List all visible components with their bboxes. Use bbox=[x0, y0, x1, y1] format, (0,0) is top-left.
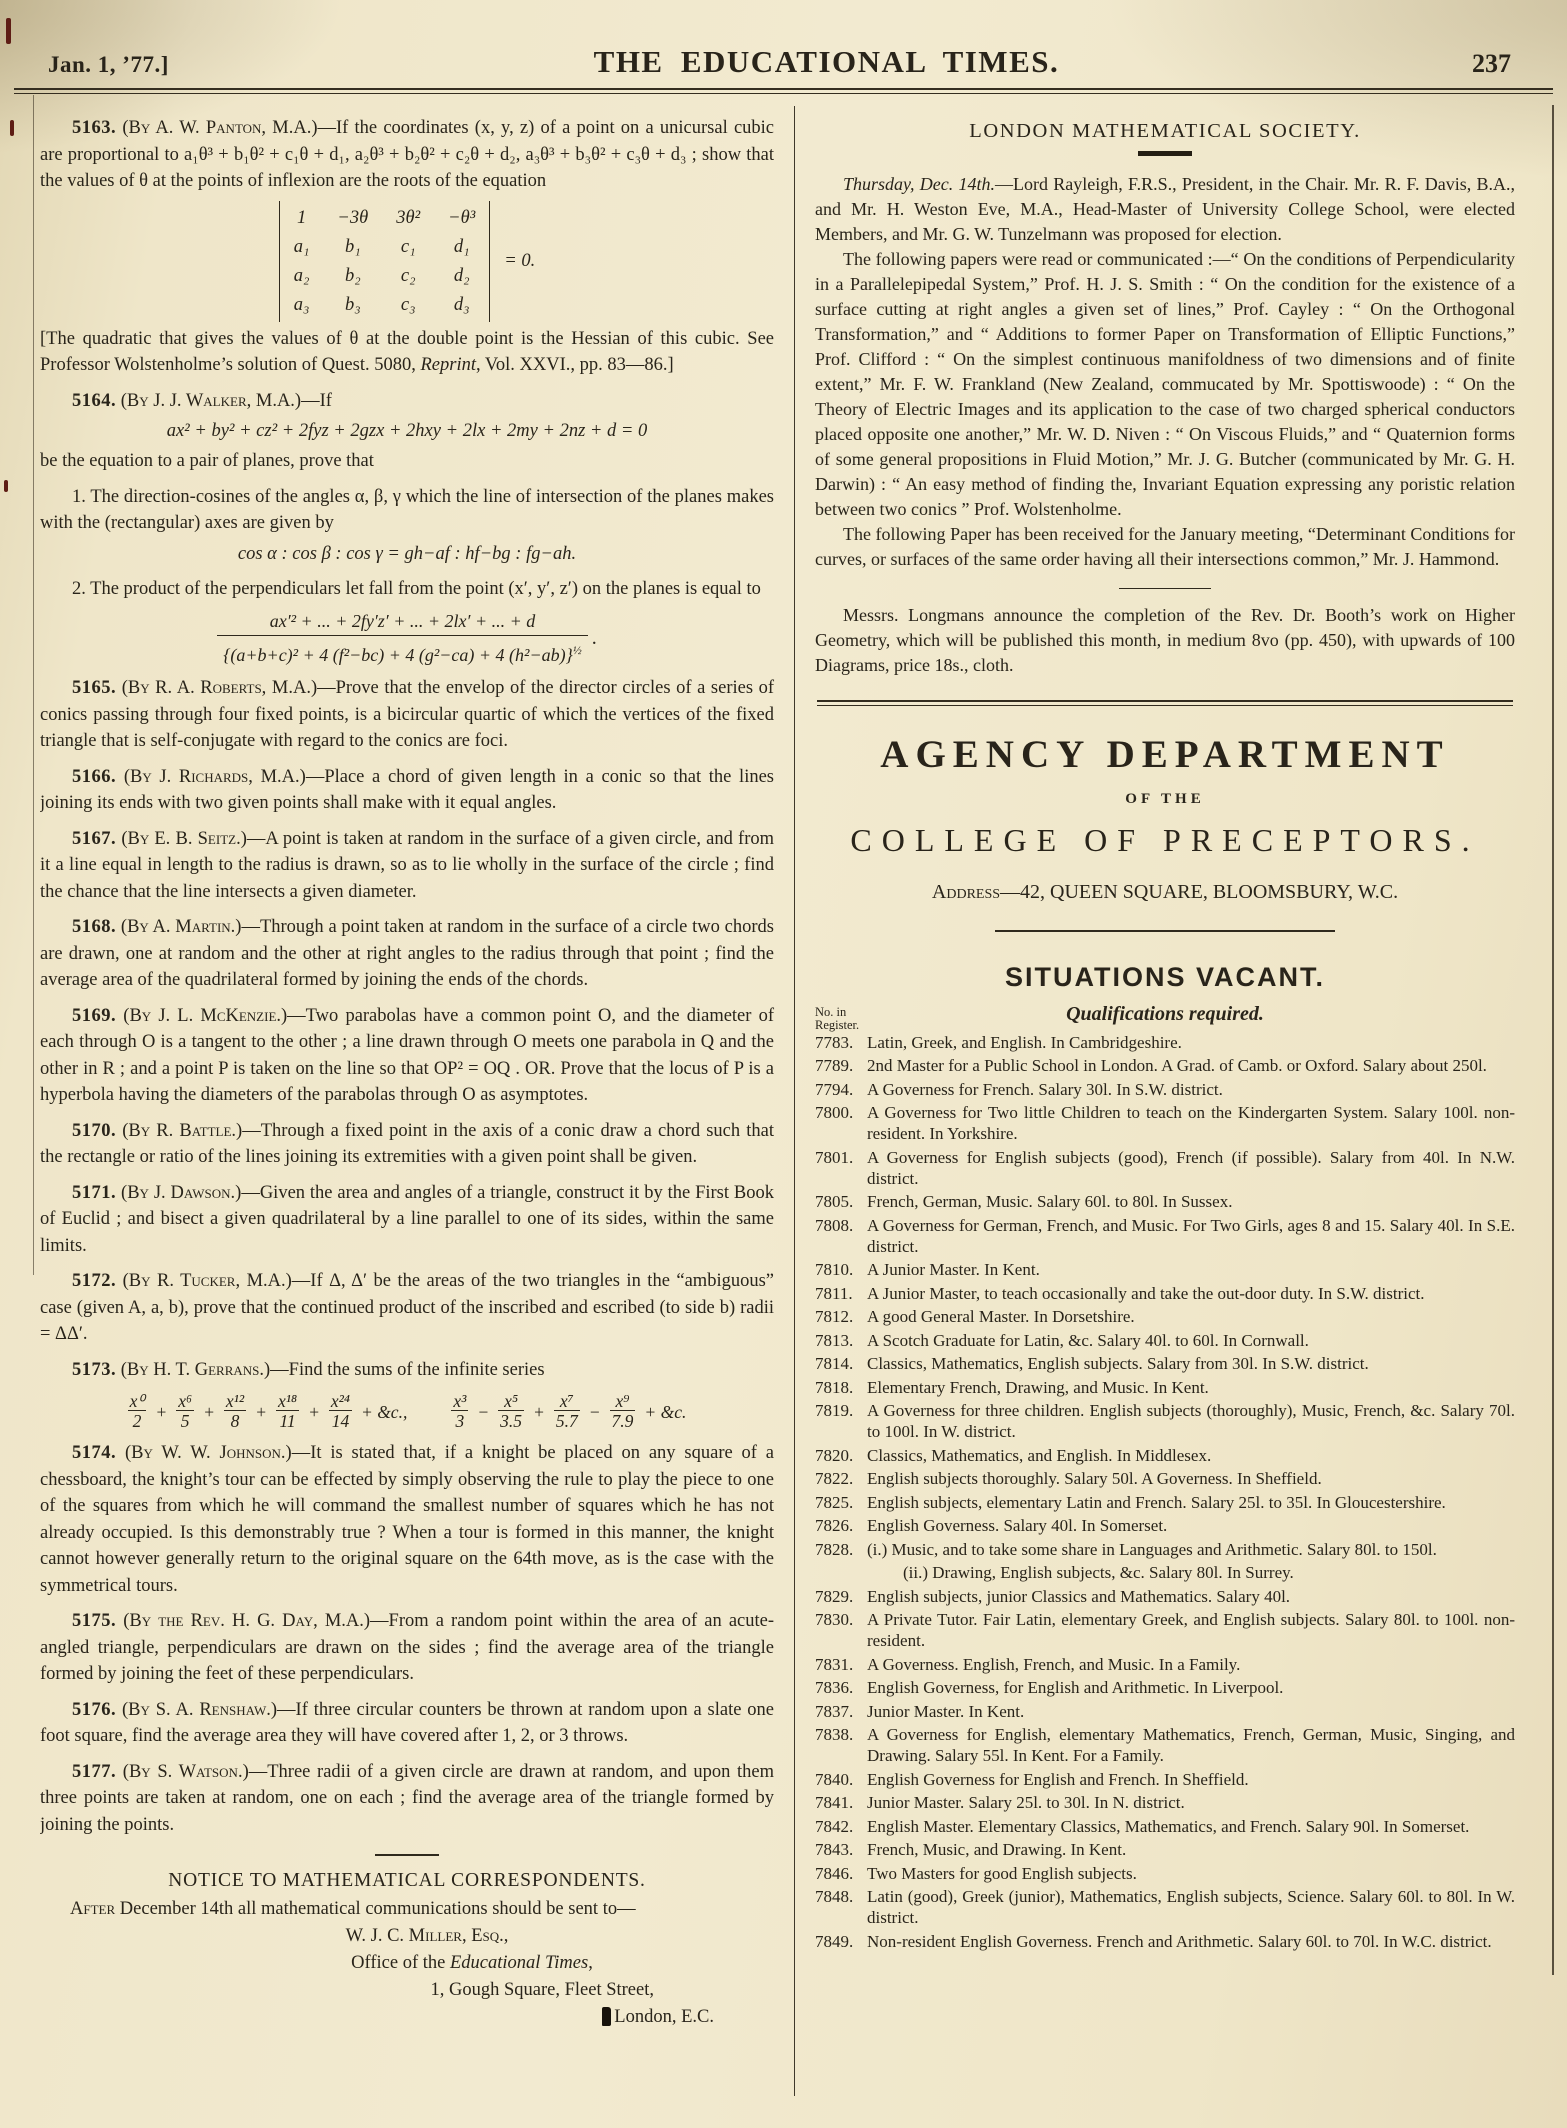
register-number: 7813. bbox=[815, 1330, 854, 1350]
situation-row bbox=[815, 1191, 1515, 1212]
register-number: 7783. bbox=[815, 1032, 854, 1052]
situation-text: Junior Master. In Kent. bbox=[867, 1701, 1025, 1721]
header-page-number: 237 bbox=[1472, 49, 1511, 78]
situation-row bbox=[815, 1562, 1515, 1583]
situation-row bbox=[815, 1586, 1515, 1607]
situation-text: (i.) Music, and to take some share in Languages and Arithmetic. Salary 80l. to 150l. bbox=[867, 1539, 1437, 1559]
situation-text: English subjects thoroughly. Salary 50l. A Governess. In Sheffield. bbox=[867, 1469, 1322, 1488]
situation-row bbox=[815, 1445, 1515, 1466]
lms-paragraph-2: The following papers were read or communicated :—“ On the conditions of Perpendicularity in a Parallelepipedal System,” Prof. H. J. S. Smith : “ On the condition for the existence of a surface cutting at right angles a given set of lines,” Prof. Cayley : “ On the Orthogonal Transformation,” and “ Additions to former Paper on Transformation of Elliptic Functions,” Prof. Clifford : “ On the simplest continuous manifoldness of two dimensions and of finite extent,” Mr. F. W. Frankland (New Zealand, commucated by Mr. Spottiswoode) : “ On the Theory of Electric Images and its application to the case of two charged spherical conductors placed opposite one another,” Mr. W. D. Niven : “ On Viscous Fluids,” and “ Quaternion forms of some general propositions in Fluid Motion,” Mr. J. G. Butcher (communicated by Mr. G. H. Darwin) : “ An easy method of finding the, Invariant Equation expressing any poristic relation between two conics ” Prof. Wolstenholme. bbox=[815, 248, 1515, 519]
register-number: 7825. bbox=[815, 1492, 854, 1512]
situation-row bbox=[815, 1839, 1515, 1860]
problem-5172: 5172. (By R. Tucker, M.A.)—If Δ, Δ′ be the areas of the two triangles in the “ambiguous” case (given A, a, b), prove that the continued product of the inscribed and escribed (to side b) radii = ΔΔ′. bbox=[40, 1271, 774, 1344]
problem-5164 bbox=[40, 388, 774, 415]
register-number: 7811. bbox=[815, 1283, 853, 1303]
register-number: 7812. bbox=[815, 1307, 854, 1326]
problem-5166: 5166. (By J. Richards, M.A.)—Place a chord of given length in a conic so that the lines joining its ends with two given points shall make with it equal angles. bbox=[40, 766, 775, 813]
problem-5171: 5171. (By J. Dawson.)—Given the area and angles of a triangle, construct it by the First Book of Euclid ; and bisect a given quadrilateral by a line parallel to one of its sides, within the same limits. bbox=[40, 1182, 775, 1256]
lms-title-rule bbox=[1138, 151, 1192, 156]
situation-text: A Governess for English subjects (good), French (if possible). Salary from 40l. In N.W. district. bbox=[867, 1147, 1515, 1188]
situation-row bbox=[815, 1259, 1515, 1280]
page-header bbox=[0, 0, 1567, 86]
problem-5170: 5170. (By R. Battle.)—Through a fixed point in the axis of a conic draw a chord such that the rectangle or ratio of the lines joining its extremities with a given point shall be given. bbox=[40, 1120, 775, 1167]
scan-speck bbox=[4, 480, 8, 492]
register-number: 7801. bbox=[815, 1147, 854, 1167]
series-equation: x⁰ 2 + $\frac{\text{x⁶}}{5}$ + $\frac{\text{x¹²}}{8}$ + $\frac{\text{x¹⁸}}{11}$ + $\frac{\text{x²⁴}}{14}$ + &c., x³ 3 − $\frac{\text{x⁵}}{3.5}$ + $\frac{\text{x⁷}}{5.7}$ − $\frac{\text{x⁹}}{7.9}$ + &c. bbox=[129, 1391, 687, 1431]
situation-text: Junior Master. Salary 25l. to 30l. In N. district. bbox=[867, 1793, 1185, 1812]
situation-row bbox=[815, 1102, 1515, 1144]
situations-list bbox=[815, 1032, 1515, 1952]
register-number: 7819. bbox=[815, 1401, 854, 1420]
situation-text: A Private Tutor. Fair Latin, elementary Greek, and English subjects. Salary 80l. to 100l. non-resident. bbox=[867, 1610, 1515, 1650]
problem-5173: 5173. (By H. T. Gerrans.)—Find the sums of the infinite series bbox=[72, 1359, 545, 1380]
problem-5168: 5168. (By A. Martin.)—Through a point taken at random in the surface of a circle two chords are drawn, one at random and the other at right angles to the radius through that point ; find the average area of the quadrilateral formed by joining the ends of the chords. bbox=[40, 917, 774, 990]
fraction bbox=[217, 610, 588, 666]
situation-text: English Governess for English and French. In Sheffield. bbox=[867, 1769, 1249, 1789]
situation-row bbox=[815, 1215, 1515, 1257]
situation-text: A Governess for Two little Children to teach on the Kindergarten System. Salary 100l. non-resident. In Yorkshire. bbox=[867, 1103, 1515, 1143]
register-number: 7820. bbox=[815, 1445, 854, 1465]
register-number: 7842. bbox=[815, 1816, 854, 1836]
header-date: Jan. 1, ’77.] bbox=[48, 52, 169, 77]
situation-row bbox=[815, 1792, 1515, 1813]
notice-body: After December 14th all mathematical communications should be sent to— bbox=[70, 1899, 636, 1919]
situation-text: Non-resident English Governess. French and Arithmetic. Salary 60l. to 70l. In W.C. district. bbox=[867, 1931, 1492, 1951]
situation-row bbox=[815, 1609, 1515, 1651]
determinant-equation bbox=[40, 201, 774, 322]
situation-row bbox=[815, 1654, 1515, 1675]
register-number: 7846. bbox=[815, 1863, 854, 1883]
agency-address: Address—42, QUEEN SQUARE, BLOOMSBURY, W.C. bbox=[931, 880, 1399, 903]
situation-row bbox=[815, 1816, 1515, 1837]
scan-speck bbox=[6, 18, 11, 44]
problem-5167: 5167. (By E. B. Seitz.)—A point is taken at random in the surface of a given circle, and from it a line equal in length to the radius is drawn, so as to lie wholly in the surface of the circle ; find the chance that the line intersects a given diameter. bbox=[40, 828, 774, 902]
situation-text: A Junior Master, to teach occasionally and take the out-door duty. In S.W. district. bbox=[867, 1283, 1425, 1303]
situation-row bbox=[815, 1886, 1515, 1928]
situation-text: A Junior Master. In Kent. bbox=[867, 1260, 1040, 1279]
register-number: 7837. bbox=[815, 1701, 854, 1721]
situation-row bbox=[815, 1769, 1515, 1790]
qualifications-column-label: Qualifications required. bbox=[1066, 1002, 1264, 1025]
determinant: 1 −3θ 3θ² −θ³ a₁ b₁ c₁ d₁ a₂ b₂ c₂ d₂ a₃ b₃ c₃ d₃ bbox=[279, 201, 491, 322]
problem-5164-item1: 1. The direction-cosines of the angles α, β, γ which the line of intersection of the planes makes with the (rectangular) axes are given by bbox=[40, 486, 774, 533]
fraction-tail: . bbox=[591, 626, 597, 649]
situation-row bbox=[815, 1677, 1515, 1698]
equation-5164-1: ax² + by² + cz² + 2fyz + 2gzx + 2hxy + 2lx + 2my + 2nz + d = 0 bbox=[166, 421, 648, 441]
problem-byline: (By J. J. Walker, M.A.) bbox=[120, 390, 302, 411]
situation-text: English Governess. Salary 40l. In Somerset. bbox=[867, 1516, 1168, 1535]
problem-5174: 5174. (By W. W. Johnson.)—It is stated that, if a knight be placed on any square of a chessboard, the knight’s tour can be effected by simply observing the rule to play the piece to one of the squares from which he will command the smallest number of squares which he has not already occupied. Is this demonstrably true ? When a tour is formed in this manner, the knight cannot however generally return to the original square on the 64th move, as is the case with the symmetrical tours. bbox=[40, 1443, 775, 1596]
register-number: 7805. bbox=[815, 1192, 854, 1211]
longmans-announcement: Messrs. Longmans announce the completion of the Rev. Dr. Booth’s work on Higher Geometry, which will be published this month, in medium 8vo (pp. 450), with upwards of 100 Diagrams, price 18s., cloth. bbox=[815, 604, 1515, 675]
situation-text: 2nd Master for a Public School in London. A Grad. of Camb. or Oxford. Salary about 250l. bbox=[867, 1056, 1487, 1075]
problem-text: —If bbox=[301, 390, 332, 411]
register-number: 7841. bbox=[815, 1793, 854, 1812]
header-title: THE EDUCATIONAL TIMES. bbox=[593, 44, 1060, 79]
situation-row bbox=[815, 1330, 1515, 1351]
situation-row bbox=[815, 1701, 1515, 1722]
ink-blot bbox=[602, 2007, 611, 2026]
right-column bbox=[795, 106, 1543, 2096]
notice-name: W. J. C. Miller, Esq., bbox=[345, 1925, 509, 1946]
situation-row bbox=[815, 1492, 1515, 1513]
problem-5169: 5169. (By J. L. McKenzie.)—Two parabolas have a common point O, and the diameter of each through O is a tangent to the other ; a line drawn through O meets one parabola in Q and the other in R ; and a point P is taken on the line so that OP² = OQ . OR. Prove that the locus of P is a hyperbola having the diameters of the parabolas through O as asymptotes. bbox=[40, 1005, 774, 1105]
register-number: 7848. bbox=[815, 1887, 854, 1906]
situation-row bbox=[815, 1931, 1515, 1952]
situation-row bbox=[815, 1515, 1515, 1536]
problem-5175: 5175. (By the Rev. H. G. Day, M.A.)—From a random point within the area of an acute-angled triangle, perpendiculars are drawn on the sides ; find the average area of the triangle formed by joining the feet of these perpendiculars. bbox=[40, 1611, 775, 1684]
situation-text: A Governess for German, French, and Music. For Two Girls, ages 8 and 15. Salary 40l. In S.E. district. bbox=[867, 1215, 1515, 1256]
problem-byline: (By A. W. Panton, M.A.) bbox=[122, 118, 318, 138]
situation-text: A good General Master. In Dorsetshire. bbox=[867, 1307, 1135, 1326]
situation-row bbox=[815, 1377, 1515, 1398]
problem-5176: 5176. (By S. A. Renshaw.)—If three circular counters be thrown at random upon a slate one foot square, find the average area they will have covered after 1, 2, or 3 throws. bbox=[40, 1699, 774, 1746]
left-column bbox=[40, 106, 795, 2096]
situation-text: A Governess for English, elementary Mathematics, French, German, Music, Singing, and Drawing. Salary 55l. In Kent. For a Family. bbox=[867, 1725, 1515, 1765]
address-rule bbox=[995, 930, 1335, 932]
problem-number: 5163. bbox=[72, 118, 117, 138]
problem-text: —If the coordinates (x, y, z) of a point on a unicursal cubic are proportional to a₁θ³ + b₁θ² + c₁θ + d₁, a₂θ³ + b₂θ² + c₂θ + d₂, a₃θ³ + b₃θ² + c₃θ + d₃ ; show that the values of θ at the points of inflexion are the roots of the equation bbox=[40, 118, 775, 191]
situation-text: A Governess for three children. English subjects (thoroughly), Music, French, &c. Salary 70l. to 100l. In W. district. bbox=[867, 1401, 1515, 1441]
situation-row bbox=[815, 1468, 1515, 1489]
register-number: 7843. bbox=[815, 1840, 854, 1859]
notice-address-2: 1, Gough Square, Fleet Street, bbox=[430, 1979, 654, 2000]
situation-text: A Governess for French. Salary 30l. In S.W. district. bbox=[867, 1079, 1223, 1099]
problem-5164-item2: 2. The product of the perpendiculars let fall from the point (x′, y′, z′) on the planes is equal to bbox=[72, 578, 761, 599]
scan-edge-rule-left bbox=[33, 95, 34, 1275]
problem-number: 5164. bbox=[72, 390, 117, 411]
situations-vacant-title: SITUATIONS VACANT. bbox=[1004, 961, 1325, 992]
situation-row bbox=[815, 1032, 1515, 1053]
scan-edge-rule-right bbox=[1552, 105, 1554, 1975]
fraction-denominator: {(a+b+c)² + 4 (f²−bc) + 4 (g²−ca) + 4 (h²−ab)}$^{\frac{1}{2}}$ bbox=[217, 635, 588, 666]
lms-title: LONDON MATHEMATICAL SOCIETY. bbox=[969, 120, 1361, 142]
problem-5165: 5165. (By R. A. Roberts, M.A.)—Prove that the envelop of the director circles of a series of conics passing through four fixed points, is a bicircular quartic of which the vertices of the fixed triangle that is self-conjugate with regard to the conics are foci. bbox=[40, 678, 775, 751]
situation-row bbox=[815, 1539, 1515, 1560]
notice-title: NOTICE TO MATHEMATICAL CORRESPONDENTS. bbox=[168, 1870, 646, 1891]
register-number: 7828. bbox=[815, 1539, 854, 1559]
fraction-numerator: ax′² + ... + 2fy′z′ + ... + 2lx′ + ... + d bbox=[269, 611, 536, 631]
situation-text: (ii.) Drawing, English subjects, &c. Salary 80l. In Surrey. bbox=[903, 1563, 1294, 1582]
lms-paragraph-1: Thursday, Dec. 14th.—Lord Rayleigh, F.R.S., President, in the Chair. Mr. R. F. Davis, B.A., and Mr. H. Weston Eve, M.A., Head-Master of University College School, were elected Members, and Mr. G. W. Tunzelmann was proposed for election. bbox=[815, 173, 1515, 244]
situation-row bbox=[815, 1055, 1515, 1076]
situation-row bbox=[815, 1283, 1515, 1304]
register-number: 7789. bbox=[815, 1056, 854, 1075]
double-rule-thin bbox=[817, 705, 1513, 706]
equation-5164-2: cos α : cos β : cos γ = gh−af : hf−bg : fg−ah. bbox=[237, 543, 577, 564]
situation-text: English subjects, elementary Latin and French. Salary 25l. to 35l. In Gloucestershire. bbox=[867, 1492, 1446, 1512]
situation-text: Classics, Mathematics, English subjects. Salary from 30l. In S.W. district. bbox=[867, 1354, 1369, 1373]
situation-row bbox=[815, 1400, 1515, 1442]
register-number: 7794. bbox=[815, 1079, 854, 1099]
register-number: 7810. bbox=[815, 1260, 854, 1279]
lms-paragraph-3: The following Paper has been received for the January meeting, “Determinant Conditions for curves, or surfaces of the same order having all their intersections common,” Mr. J. Hammond. bbox=[815, 523, 1515, 569]
situation-text: Classics, Mathematics, and English. In Middlesex. bbox=[867, 1445, 1212, 1465]
register-number: 7814. bbox=[815, 1354, 854, 1373]
agency-of-the: OF THE bbox=[1125, 790, 1205, 807]
determinant-equals: = 0. bbox=[504, 250, 536, 271]
section-divider bbox=[375, 1854, 439, 1856]
college-of-preceptors-title: COLLEGE OF PRECEPTORS. bbox=[850, 821, 1480, 858]
register-number: 7800. bbox=[815, 1103, 854, 1122]
situation-row bbox=[815, 1724, 1515, 1766]
register-number: 7838. bbox=[815, 1725, 854, 1744]
section-divider bbox=[1119, 588, 1211, 589]
register-number: 7829. bbox=[815, 1586, 854, 1606]
situation-text: Elementary French, Drawing, and Music. In Kent. bbox=[867, 1377, 1209, 1397]
situation-row bbox=[815, 1863, 1515, 1884]
scan-speck bbox=[10, 120, 14, 136]
header-rule-thick bbox=[14, 88, 1553, 90]
register-number: 7808. bbox=[815, 1215, 854, 1235]
problem-5163-note: [The quadratic that gives the values of θ at the double point is the Hessian of this cubic. See Professor Wolstenholme’s solution of Quest. 5080, Reprint, Vol. XXVI., pp. 83—86.] bbox=[40, 328, 774, 375]
register-number: 7849. bbox=[815, 1931, 854, 1951]
situation-row bbox=[815, 1147, 1515, 1189]
register-number: 7831. bbox=[815, 1654, 854, 1674]
register-number: 7830. bbox=[815, 1610, 854, 1629]
situation-text: English subjects, junior Classics and Mathematics. Salary 40l. bbox=[867, 1586, 1291, 1606]
situation-text: A Scotch Graduate for Latin, &c. Salary 40l. to 60l. In Cornwall. bbox=[867, 1330, 1309, 1350]
notice-address-1: Office of the Educational Times, bbox=[351, 1952, 593, 1973]
register-number: 7840. bbox=[815, 1769, 854, 1789]
situation-text: Two Masters for good English subjects. bbox=[867, 1863, 1137, 1883]
situation-text: French, German, Music. Salary 60l. to 80l. In Sussex. bbox=[867, 1192, 1233, 1211]
situations-column-headers bbox=[815, 1002, 1515, 1032]
agency-department-title: AGENCY DEPARTMENT bbox=[880, 732, 1450, 776]
register-number: 7818. bbox=[815, 1377, 854, 1397]
situation-text: English Master. Elementary Classics, Mathematics, and French. Salary 90l. In Somerset. bbox=[867, 1816, 1470, 1836]
situation-text: French, Music, and Drawing. In Kent. bbox=[867, 1840, 1127, 1859]
double-rule-thick bbox=[817, 700, 1513, 702]
situation-text: A Governess. English, French, and Music. In a Family. bbox=[867, 1654, 1241, 1674]
problem-5164-body: be the equation to a pair of planes, prove that bbox=[40, 451, 374, 471]
situation-row bbox=[815, 1353, 1515, 1374]
situation-text: English Governess, for English and Arithmetic. In Liverpool. bbox=[867, 1678, 1284, 1697]
equation-5164-fraction bbox=[40, 610, 774, 666]
register-number: 7826. bbox=[815, 1516, 854, 1535]
columns bbox=[0, 94, 1567, 2096]
situation-text: Latin (good), Greek (junior), Mathematics, English subjects, Science. Salary 60l. to 80l. In W. district. bbox=[867, 1887, 1515, 1927]
notice-address-3: London, E.C. bbox=[40, 2004, 774, 2031]
situation-row bbox=[815, 1306, 1515, 1327]
situation-text: Latin, Greek, and English. In Cambridgeshire. bbox=[867, 1032, 1182, 1052]
problem-5163 bbox=[40, 115, 774, 195]
register-number: 7822. bbox=[815, 1469, 854, 1488]
situation-row bbox=[815, 1079, 1515, 1100]
register-number: 7836. bbox=[815, 1678, 854, 1697]
register-column-label: No. in Register. bbox=[815, 1004, 860, 1032]
problem-5177: 5177. (By S. Watson.)—Three radii of a given circle are drawn at random, and upon them three points are taken at random, one on each ; find the average area of the triangle formed by joining the points. bbox=[40, 1761, 775, 1835]
